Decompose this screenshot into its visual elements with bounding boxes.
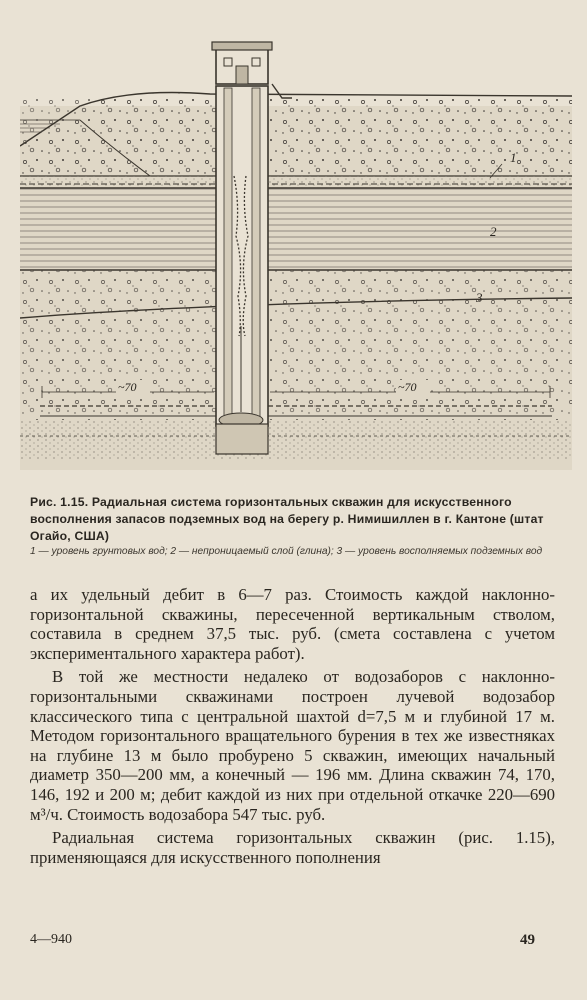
paragraph: а их удельный дебит в 6—7 раз. Стоимость каждой наклонно-горизонтальной скважины, пересеченной вертикальным стволом, составила в среднем 37,5 тыс. руб. (смета составлена с учетом экспериментального характера работ). <box>30 585 555 663</box>
figure-legend: 1 — уровень грунтовых вод; 2 — непроницаемый слой (глина); 3 — уровень восполняемых подземных вод <box>30 546 543 557</box>
paragraph: В той же местности недалеко от водозаборов с наклонно-горизонтальными скважинами построен лучевой водозабор классического типа с центральной шахтой d=7,5 м и глубиной 17 м. Методом горизонтального вращательного бурения в тех же известняках на глубине 13 м было пробурено 5 скважин, имеющих начальный диаметр 350—200 мм, а конечный — 196 мм. Длина скважин 74, 170, 146, 192 и 200 м; дебит каждой из них при отдельной откачке 220—690 м³/ч. Стоимость водозабора 547 тыс. руб. <box>30 667 555 824</box>
figure-label-1: 1 <box>510 150 517 165</box>
printer-signature: 4—940 <box>30 932 72 947</box>
body-text <box>30 585 555 867</box>
page-number: 49 <box>520 932 535 948</box>
figure-label-3: 3 <box>476 290 483 305</box>
dimension-right-label: ~70 <box>398 380 417 394</box>
figure-caption: Рис. 1.15. Радиальная система горизонтальных скважин для искусственного восполнения запасов подземных вод на берегу р. Нимишиллен в г. Кантоне (штат Огайо, США) <box>30 495 544 543</box>
well-cross-section-figure <box>20 36 572 470</box>
figure-label-2: 2 <box>490 224 497 239</box>
dimension-left-label: ~70 <box>118 380 137 394</box>
paragraph: Радиальная система горизонтальных скважин (рис. 1.15), применяющаяся для искусственного пополнения <box>30 828 555 867</box>
